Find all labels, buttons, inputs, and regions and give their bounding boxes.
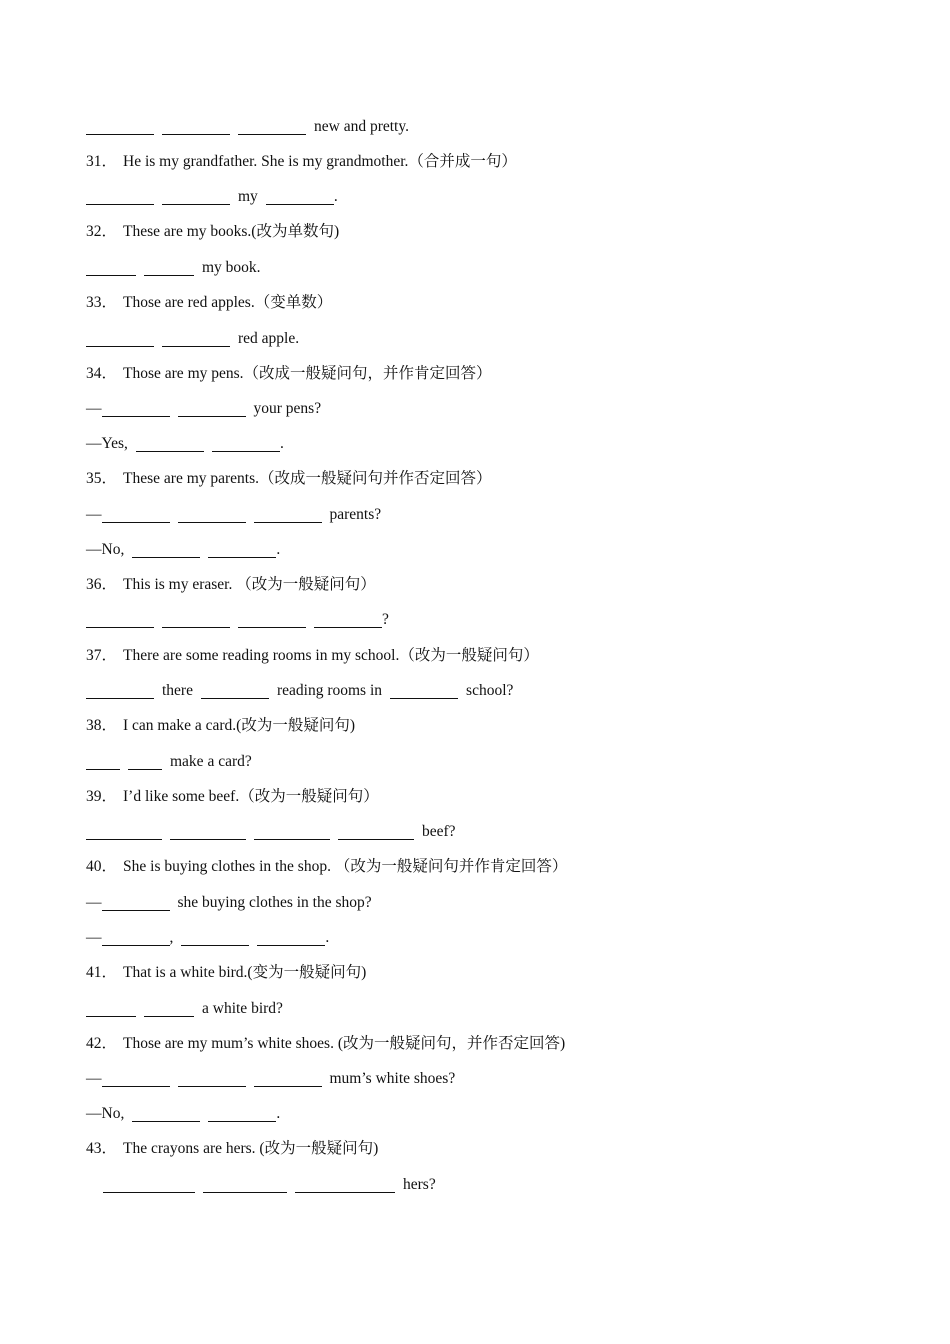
question-line <box>86 151 517 173</box>
question-line <box>86 363 492 385</box>
answer-blank[interactable] <box>86 752 120 770</box>
answer-blank[interactable] <box>86 681 154 699</box>
question-number: 31． <box>86 153 118 170</box>
question-line <box>86 645 539 667</box>
answer-text: she buying clothes in the shop? <box>177 894 372 911</box>
answer-text: make a card? <box>170 753 252 770</box>
answer-blank[interactable] <box>102 893 170 911</box>
answer-line <box>86 927 329 949</box>
answer-text: —Yes, <box>86 435 128 452</box>
answer-blank[interactable] <box>203 1175 287 1193</box>
answer-blank[interactable] <box>295 1175 395 1193</box>
answer-text: hers? <box>403 1176 436 1193</box>
answer-blank[interactable] <box>178 505 246 523</box>
answer-text: there <box>162 682 193 699</box>
answer-blank[interactable] <box>102 928 170 946</box>
answer-line <box>86 504 381 526</box>
answer-blank[interactable] <box>136 434 204 452</box>
answer-blank[interactable] <box>162 187 230 205</box>
answer-blank[interactable] <box>254 1069 322 1087</box>
answer-blank[interactable] <box>170 822 246 840</box>
answer-text: beef? <box>422 823 456 840</box>
answer-line <box>86 821 456 843</box>
question-number: 43． <box>86 1140 118 1157</box>
answer-line <box>86 398 321 420</box>
question-number: 40． <box>86 858 118 875</box>
answer-blank[interactable] <box>86 329 154 347</box>
question-line <box>86 468 492 490</box>
answer-blank[interactable] <box>254 822 330 840</box>
question-text: The crayons are hers. (改为一般疑问句) <box>123 1140 379 1157</box>
answer-line <box>86 680 513 702</box>
question-text: That is a white bird.(变为一般疑问句) <box>123 964 367 981</box>
answer-text: ? <box>382 611 389 628</box>
question-line <box>86 1138 378 1160</box>
answer-text: — <box>86 1070 102 1087</box>
question-text: I’d like some beef.（改为一般疑问句） <box>123 788 379 805</box>
question-text: She is buying clothes in the shop. （改为一般疑问句并作肯定回答） <box>123 858 568 875</box>
answer-blank[interactable] <box>266 187 334 205</box>
question-text: These are my books.(改为单数句) <box>123 223 340 240</box>
answer-blank[interactable] <box>238 117 306 135</box>
answer-blank[interactable] <box>86 999 136 1017</box>
answer-line <box>86 609 389 631</box>
answer-blank[interactable] <box>144 258 194 276</box>
answer-blank[interactable] <box>208 540 276 558</box>
question-number: 33． <box>86 294 118 311</box>
answer-line <box>86 892 372 914</box>
answer-text: —No, <box>86 541 125 558</box>
answer-blank[interactable] <box>86 822 162 840</box>
answer-text: , <box>169 929 174 946</box>
question-line <box>86 715 355 737</box>
answer-blank[interactable] <box>102 505 170 523</box>
question-text: These are my parents.（改成一般疑问句并作否定回答） <box>123 470 492 487</box>
answer-blank[interactable] <box>132 1104 200 1122</box>
answer-line <box>86 1103 280 1125</box>
answer-line <box>86 433 284 455</box>
question-number: 42． <box>86 1035 118 1052</box>
answer-blank[interactable] <box>208 1104 276 1122</box>
answer-line <box>86 116 409 138</box>
question-text: This is my eraser. （改为一般疑问句） <box>123 576 376 593</box>
question-line <box>86 1033 565 1055</box>
answer-text: — <box>86 894 102 911</box>
answer-text: — <box>86 506 102 523</box>
question-line <box>86 962 366 984</box>
answer-text: . <box>333 188 338 205</box>
question-number: 35． <box>86 470 118 487</box>
answer-blank[interactable] <box>178 1069 246 1087</box>
question-line <box>86 856 567 878</box>
answer-text: mum’s white shoes? <box>329 1070 456 1087</box>
answer-text: parents? <box>329 506 382 523</box>
answer-blank[interactable] <box>86 258 136 276</box>
question-number: 34． <box>86 365 118 382</box>
answer-blank[interactable] <box>102 1069 170 1087</box>
answer-line <box>86 998 283 1020</box>
answer-line <box>86 186 338 208</box>
question-text: Those are my mum’s white shoes. (改为一般疑问句，并作否定回答) <box>123 1035 566 1052</box>
question-number: 38． <box>86 717 118 734</box>
question-line <box>86 221 339 243</box>
answer-text: . <box>276 1105 281 1122</box>
answer-blank[interactable] <box>238 610 306 628</box>
question-number: 37． <box>86 647 118 664</box>
answer-blank[interactable] <box>212 434 280 452</box>
answer-blank[interactable] <box>162 117 230 135</box>
answer-blank[interactable] <box>128 752 162 770</box>
answer-blank[interactable] <box>390 681 458 699</box>
answer-text: —No, <box>86 1105 125 1122</box>
answer-blank[interactable] <box>86 187 154 205</box>
answer-line <box>86 539 280 561</box>
answer-blank[interactable] <box>201 681 269 699</box>
answer-blank[interactable] <box>181 928 249 946</box>
answer-line <box>86 328 299 350</box>
answer-line <box>86 1068 455 1090</box>
answer-blank[interactable] <box>86 610 154 628</box>
answer-line <box>86 257 261 279</box>
question-text: There are some reading rooms in my school.（改为一般疑问句） <box>123 647 539 664</box>
question-text: He is my grandfather. She is my grandmother.（合并成一句） <box>123 153 517 170</box>
answer-blank[interactable] <box>257 928 325 946</box>
answer-line <box>86 751 252 773</box>
question-line <box>86 292 332 314</box>
answer-text: your pens? <box>253 400 322 417</box>
question-text: Those are red apples.（变单数） <box>123 294 333 311</box>
answer-blank[interactable] <box>86 117 154 135</box>
question-number: 36． <box>86 576 118 593</box>
answer-text: red apple. <box>238 330 300 347</box>
answer-blank[interactable] <box>144 999 194 1017</box>
question-text: Those are my pens.（改成一般疑问句，并作肯定回答） <box>123 365 492 382</box>
answer-blank[interactable] <box>178 399 246 417</box>
answer-text: school? <box>466 682 514 699</box>
answer-text: . <box>276 541 281 558</box>
question-text: I can make a card.(改为一般疑问句) <box>123 717 356 734</box>
answer-blank[interactable] <box>102 399 170 417</box>
question-number: 39． <box>86 788 118 805</box>
question-number: 32． <box>86 223 118 240</box>
answer-blank[interactable] <box>132 540 200 558</box>
answer-text: — <box>86 400 102 417</box>
question-line <box>86 786 379 808</box>
answer-text: a white bird? <box>202 1000 283 1017</box>
answer-text: new and pretty. <box>314 118 409 135</box>
answer-line <box>103 1174 436 1196</box>
answer-text: reading rooms in <box>276 682 383 699</box>
answer-text: my <box>238 188 258 205</box>
answer-blank[interactable] <box>314 610 382 628</box>
answer-blank[interactable] <box>254 505 322 523</box>
answer-blank[interactable] <box>103 1175 195 1193</box>
answer-blank[interactable] <box>162 329 230 347</box>
answer-text: . <box>279 435 284 452</box>
question-line <box>86 574 376 596</box>
question-number: 41． <box>86 964 118 981</box>
answer-text: — <box>86 929 102 946</box>
answer-text: my book. <box>202 259 261 276</box>
answer-blank[interactable] <box>338 822 414 840</box>
answer-blank[interactable] <box>162 610 230 628</box>
answer-text: . <box>325 929 330 946</box>
